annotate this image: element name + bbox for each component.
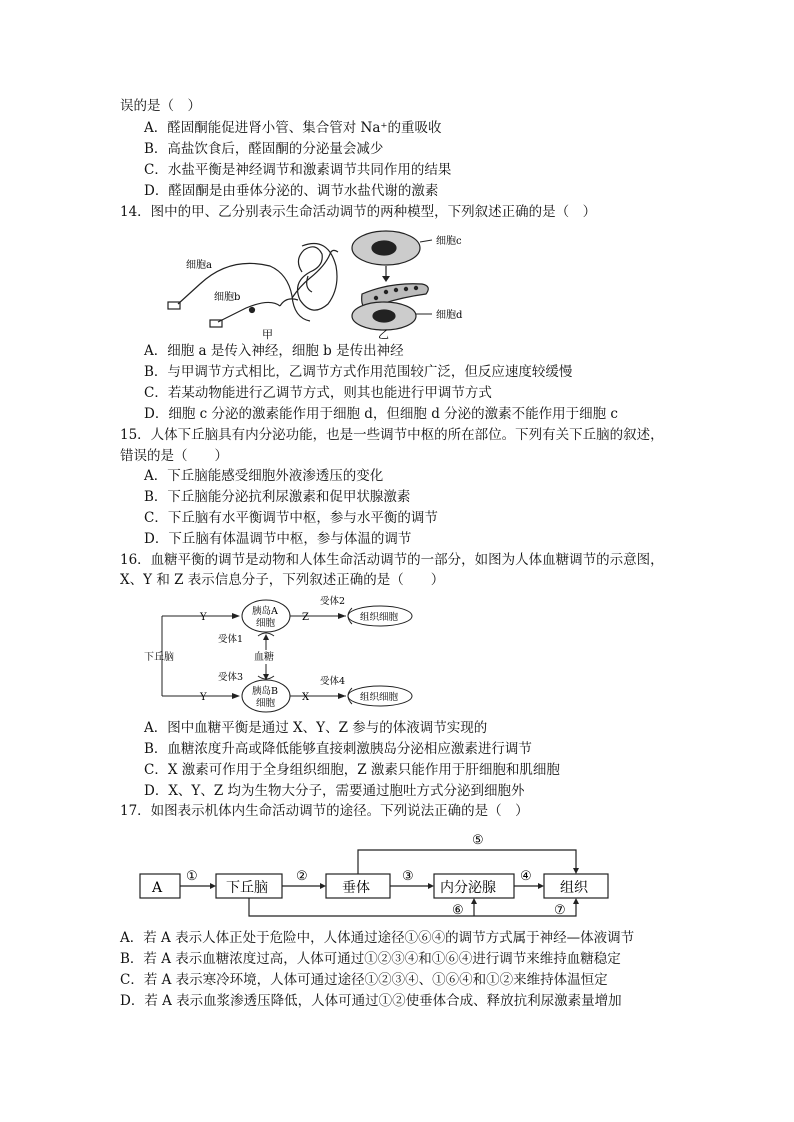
blood-sugar-label: 血糖 (254, 652, 274, 663)
path-6-label: ⑥ (452, 903, 464, 918)
tissue-top-label: 组织细胞 (360, 612, 399, 623)
receptor4-label: 受体4 (320, 676, 346, 687)
path-1-label: ① (186, 869, 198, 884)
path-4-label: ④ (520, 869, 532, 884)
cell-d-label: 细胞d (436, 310, 463, 321)
q14-option-c: C．若某动物能进行乙调节方式，则其也能进行甲调节方式 (144, 385, 492, 401)
q17-figure (130, 826, 620, 922)
tissue-bottom-label: 组织细胞 (360, 692, 399, 703)
cell-d-shape (352, 302, 416, 330)
receptor2-label: 受体2 (320, 596, 346, 607)
receptor1-label: 受体1 (218, 634, 244, 645)
q16-stem-line2: X、Y 和 Z 表示信息分子，下列叙述正确的是（ ） (120, 572, 445, 588)
y-top-label: Y (200, 612, 207, 623)
islet-b-label-1: 胰岛B (252, 686, 278, 697)
q14-stem: 14．图中的甲、乙分别表示生命活动调节的两种模型，下列叙述正确的是（ ） (120, 204, 597, 220)
q15-option-b: B．下丘脑能分泌抗利尿激素和促甲状腺激素 (144, 489, 411, 505)
jia-label: 甲 (262, 328, 273, 341)
q15-stem-line2: 错误的是（ ） (120, 448, 228, 464)
q16-option-b: B．血糖浓度升高或降低能够直接刺激胰岛分泌相应激素进行调节 (144, 741, 532, 757)
q14-figure (160, 226, 500, 342)
q13-option-d: D．醛固酮是由垂体分泌的、调节水盐代谢的激素 (144, 183, 439, 199)
cell-b-label: 细胞b (214, 292, 241, 303)
yi-label: 乙 (378, 328, 389, 341)
y-bottom-label: Y (200, 692, 207, 703)
hypothalamus-label: 下丘脑 (144, 652, 174, 663)
path-2-label: ② (296, 869, 308, 884)
box-tissue-label: 组织 (560, 880, 588, 896)
q17-option-b: B．若 A 表示血糖浓度过高，人体可通过①②③④和①⑥④进行调节来维持血糖稳定 (120, 951, 621, 967)
box-a-label: A (152, 880, 163, 896)
q14-option-b: B．与甲调节方式相比，乙调节方式作用范围较广泛，但反应速度较缓慢 (144, 364, 573, 380)
q16-option-d: D．X、Y、Z 均为生物大分子，需要通过胞吐方式分泌到细胞外 (144, 783, 525, 799)
nerve-model-jia (168, 244, 338, 328)
q15-option-c: C．下丘脑有水平衡调节中枢，参与水平衡的调节 (144, 510, 438, 526)
x-label: X (302, 692, 310, 703)
q17-stem: 17．如图表示机体内生命活动调节的途径。下列说法正确的是（ ） (120, 803, 529, 819)
q16-stem-line1: 16．血糖平衡的调节是动物和人体生命活动调节的一部分，如图为人体血糖调节的示意图， (120, 552, 664, 568)
box-pituitary-label: 垂体 (342, 880, 370, 896)
islet-a-label-1: 胰岛A (252, 606, 278, 617)
q15-option-d: D．下丘脑有体温调节中枢，参与体温的调节 (144, 531, 412, 547)
receptor3-label: 受体3 (218, 672, 244, 683)
q17-option-d: D．若 A 表示血浆渗透压降低，人体可通过①②使垂体合成、释放抗利尿激素量增加 (120, 993, 622, 1009)
q16-option-c: C．X 激素可作用于全身组织细胞，Z 激素只能作用于肝细胞和肌细胞 (144, 762, 560, 778)
cell-c-shape (352, 231, 420, 265)
q14-option-d: D．细胞 c 分泌的激素能作用于细胞 d，但细胞 d 分泌的激素不能作用于细胞 c (144, 406, 618, 422)
cell-a-label: 细胞a (186, 260, 212, 271)
path-7-label: ⑦ (554, 903, 566, 918)
q16-option-a: A．图中血糖平衡是通过 X、Y、Z 参与的体液调节实现的 (144, 720, 488, 736)
q15-stem-line1: 15．人体下丘脑具有内分泌功能，也是一些调节中枢的所在部位。下列有关下丘脑的叙述， (120, 427, 664, 443)
path-5-label: ⑤ (472, 833, 484, 848)
cell-c-label: 细胞c (436, 236, 462, 247)
q13-option-c: C．水盐平衡是神经调节和激素调节共同作用的结果 (144, 162, 452, 178)
islet-a-label-2: 细胞 (256, 618, 276, 629)
box-hypothalamus-label: 下丘脑 (226, 880, 268, 896)
islet-b-label-2: 细胞 (256, 698, 276, 709)
q17-option-c: C．若 A 表示寒冷环境，人体可通过途径①②③④、①⑥④和①②来维持体温恒定 (120, 972, 608, 988)
q15-option-a: A．下丘脑能感受细胞外液渗透压的变化 (144, 468, 384, 484)
q13-option-b: B．高盐饮食后，醛固酮的分泌量会减少 (144, 141, 384, 157)
q16-figure (140, 594, 430, 716)
box-endocrine-label: 内分泌腺 (440, 880, 496, 896)
z-label: Z (302, 612, 309, 623)
q14-option-a: A．细胞 a 是传入神经，细胞 b 是传出神经 (144, 343, 404, 359)
q13-option-a: A．醛固酮能促进肾小管、集合管对 Na⁺的重吸收 (144, 120, 442, 136)
q17-option-a: A．若 A 表示人体正处于危险中，人体通过途径①⑥④的调节方式属于神经—体液调节 (120, 930, 635, 946)
q13-stem-tail: 误的是（ ） (120, 98, 201, 114)
path-3-label: ③ (402, 869, 414, 884)
